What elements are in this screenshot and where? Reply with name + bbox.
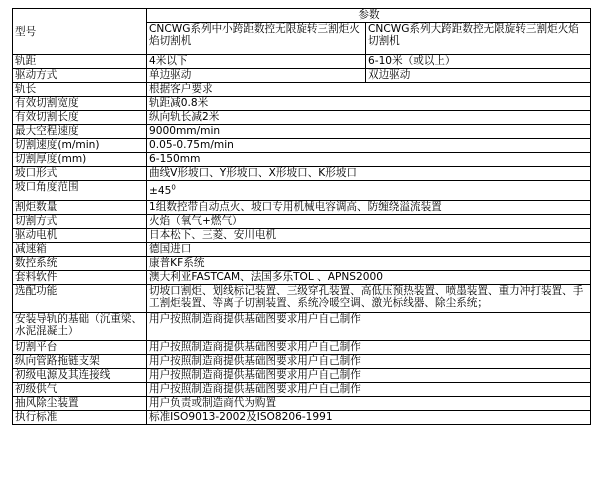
row-value: 用户按照制造商提供基础图要求用户自己制作 [147, 369, 591, 383]
table-row [13, 55, 591, 69]
table-row [13, 341, 591, 355]
row-label: 套料软件 [13, 271, 147, 285]
row-label: 轨距 [13, 55, 147, 69]
angle-value: ±45 [149, 184, 172, 197]
row-value: 德国进口 [147, 243, 591, 257]
table-row [13, 313, 591, 341]
row-value: 火焰（氧气+燃气） [147, 215, 591, 229]
row-label: 选配功能 [13, 285, 147, 313]
row-value: 根据客户要求 [147, 83, 591, 97]
table-row [13, 111, 591, 125]
row-value: 日本松下、三菱、安川电机 [147, 229, 591, 243]
row-value-angle [147, 181, 591, 201]
table-row [13, 83, 591, 97]
table-row [13, 243, 591, 257]
row-value: 用户按照制造商提供基础图要求用户自己制作 [147, 355, 591, 369]
table-row [13, 201, 591, 215]
row-label: 有效切割长度 [13, 111, 147, 125]
row-value: 标准ISO9013-2002及ISO8206-1991 [147, 411, 591, 425]
spec-table [12, 8, 591, 425]
row-label: 切割厚度(mm) [13, 153, 147, 167]
table-row [13, 355, 591, 369]
table-row [13, 229, 591, 243]
degree-superscript: 0 [171, 182, 176, 191]
row-label: 驱动电机 [13, 229, 147, 243]
row-value-small: 单边驱动 [147, 69, 366, 83]
row-label: 切割方式 [13, 215, 147, 229]
row-label: 初级电源及其连接线 [13, 369, 147, 383]
table-row [13, 139, 591, 153]
table-row [13, 167, 591, 181]
table-row [13, 285, 591, 313]
table-row [13, 411, 591, 425]
table-row [13, 369, 591, 383]
row-value-large: 双边驱动 [366, 69, 591, 83]
table-row [13, 125, 591, 139]
row-value-large: 6-10米（或以上） [366, 55, 591, 69]
row-value: 纵向轨长减2米 [147, 111, 591, 125]
table-row [13, 97, 591, 111]
row-label: 坡口角度范围 [13, 181, 147, 201]
row-value: 轨距减0.8米 [147, 97, 591, 111]
row-value: 0.05-0.75m/min [147, 139, 591, 153]
table-row [13, 397, 591, 411]
row-value: 用户负责或制造商代为购置 [147, 397, 591, 411]
row-value: 康普KF系统 [147, 257, 591, 271]
table-row [13, 69, 591, 83]
row-label: 最大空程速度 [13, 125, 147, 139]
row-value: 6-150mm [147, 153, 591, 167]
model-small-cell: CNCWG系列中小跨距数控无限旋转三割炬火焰切割机 [147, 23, 366, 55]
table-row [13, 153, 591, 167]
row-label: 纵向管路拖链支架 [13, 355, 147, 369]
table-row [13, 181, 591, 201]
row-label: 初级供气 [13, 383, 147, 397]
row-label: 驱动方式 [13, 69, 147, 83]
row-label: 减速箱 [13, 243, 147, 257]
model-label-cell: 型号 [13, 9, 147, 55]
row-label: 切割速度(m/min) [13, 139, 147, 153]
model-large-cell: CNCWG系列大跨距数控无限旋转三割炬火焰切割机 [366, 23, 591, 55]
row-label: 执行标准 [13, 411, 147, 425]
row-value: 1组数控带自动点火、坡口专用机械电容调高、防缠绕溢流装置 [147, 201, 591, 215]
row-value: 用户按照制造商提供基础图要求用户自己制作 [147, 313, 591, 341]
row-value: 用户按照制造商提供基础图要求用户自己制作 [147, 341, 591, 355]
row-value: 切坡口割炬、划线标记装置、三级穿孔装置、高低压预热装置、喷墨装置、重力冲打装置、手工割炬装置、等离子切割装置、系统冷暖空调、激光标线器、除尘系统； [147, 285, 591, 313]
row-label: 抽风除尘装置 [13, 397, 147, 411]
row-label: 数控系统 [13, 257, 147, 271]
table-row [13, 257, 591, 271]
row-value: 9000mm/min [147, 125, 591, 139]
row-label: 安装导轨的基础（沉重梁、水泥混凝土） [13, 313, 147, 341]
row-value: 用户按照制造商提供基础图要求用户自己制作 [147, 383, 591, 397]
row-value-small: 4米以下 [147, 55, 366, 69]
row-value: 曲线V形坡口、Y形坡口、X形坡口、K形坡口 [147, 167, 591, 181]
row-label: 切割平台 [13, 341, 147, 355]
row-label: 坡口形式 [13, 167, 147, 181]
row-label: 有效切割宽度 [13, 97, 147, 111]
row-label: 轨长 [13, 83, 147, 97]
row-label: 割炬数量 [13, 201, 147, 215]
row-value: 澳大利亚FASTCAM、法国多乐TOL 、APNS2000 [147, 271, 591, 285]
table-row [13, 383, 591, 397]
params-header-cell: 参数 [147, 9, 591, 23]
table-row [13, 271, 591, 285]
table-header-row [13, 9, 591, 23]
table-row [13, 215, 591, 229]
